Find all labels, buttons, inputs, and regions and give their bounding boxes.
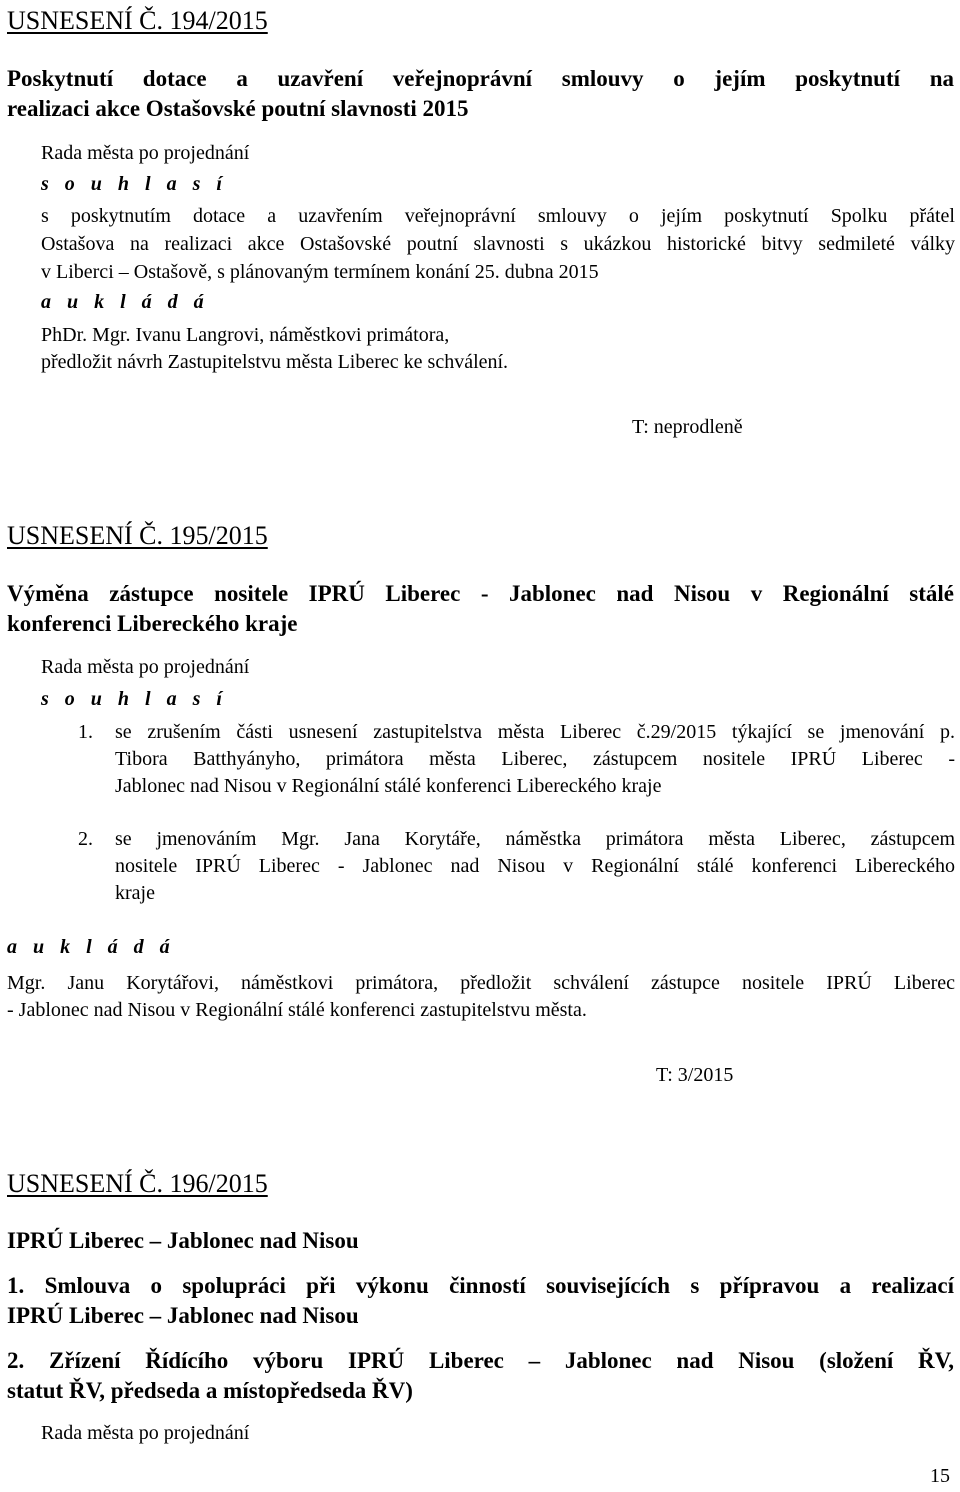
resolution-194-body-line1: s poskytnutím dotace a uzavřením veřejnoprávní smlouvy o jejím poskytnutí Spolku přátel [41, 205, 955, 227]
resolution-195-item1-number: 1. [78, 721, 93, 743]
resolution-196-point2-line1: 2. Zřízení Řídícího výboru IPRÚ Liberec – Jablonec nad Nisou (složení ŘV, [7, 1348, 954, 1373]
resolution-194-body-line3: v Liberci – Ostašově, s plánovaným termínem konání 25. dubna 2015 [41, 261, 599, 283]
resolution-194-deadline: T: neprodleně [632, 416, 743, 438]
resolution-195-heading: USNESENÍ Č. 195/2015 [7, 521, 268, 550]
resolution-195-item2-number: 2. [78, 828, 93, 850]
resolution-194-council-text: Rada města po projednání [41, 142, 250, 164]
resolution-195-item2-line1: se jmenováním Mgr. Jana Korytáře, náměstka primátora města Liberec, zástupcem [115, 828, 955, 850]
resolution-196-point1-line1: 1. Smlouva o spolupráci při výkonu činností souvisejících s přípravou a realizací [7, 1273, 954, 1298]
resolution-195-deadline: T: 3/2015 [656, 1064, 734, 1086]
resolution-195-agrees-label: s o u h l a s í [41, 688, 228, 710]
resolution-195-item1-line1: se zrušením části usnesení zastupitelstva města Liberec č.29/2015 týkající se jmenování p. [115, 721, 955, 743]
resolution-194-assigns-label: a u k l á d á [41, 291, 210, 313]
resolution-194-assignee-line2: předložit návrh Zastupitelstvu města Liberec ke schválení. [41, 351, 509, 373]
resolution-194-assignee-line1: PhDr. Mgr. Ivanu Langrovi, náměstkovi primátora, [41, 324, 450, 346]
resolution-195-item2-line3: kraje [115, 882, 155, 904]
page-number: 15 [930, 1465, 950, 1487]
resolution-195-assigns-label: a u k l á d á [7, 936, 176, 958]
resolution-194-title-line1: Poskytnutí dotace a uzavření veřejnoprávní smlouvy o jejím poskytnutí na [7, 66, 954, 91]
resolution-194-body-line2: Ostašova na realizaci akce Ostašovské poutní slavnosti s ukázkou historické bitvy sedmileté války [41, 233, 955, 255]
resolution-196-point1-line2: IPRÚ Liberec – Jablonec nad Nisou [7, 1303, 359, 1328]
resolution-196-point2-line2: statut ŘV, předseda a místopředseda ŘV) [7, 1378, 413, 1403]
resolution-196-council-text: Rada města po projednání [41, 1422, 250, 1444]
resolution-195-assignee-line1: Mgr. Janu Korytářovi, náměstkovi primátora, předložit schválení zástupce nositele IPRÚ Liberec [7, 972, 955, 994]
resolution-194-title-line2: realizaci akce Ostašovské poutní slavnosti 2015 [7, 96, 469, 121]
resolution-195-title-line2: konferenci Libereckého kraje [7, 611, 298, 636]
resolution-195-item1-line2: Tibora Batthyányho, primátora města Liberec, zástupcem nositele IPRÚ Liberec - [115, 748, 955, 770]
resolution-194-agrees-label: s o u h l a s í [41, 173, 228, 195]
resolution-195-item2-line2: nositele IPRÚ Liberec - Jablonec nad Nisou v Regionální stálé konferenci Libereckého [115, 855, 955, 877]
resolution-196-heading: USNESENÍ Č. 196/2015 [7, 1169, 268, 1198]
resolution-194-heading: USNESENÍ Č. 194/2015 [7, 6, 268, 35]
resolution-195-assignee-line2: - Jablonec nad Nisou v Regionální stálé konferenci zastupitelstvu města. [7, 999, 587, 1021]
resolution-195-title-line1: Výměna zástupce nositele IPRÚ Liberec - Jablonec nad Nisou v Regionální stálé [7, 581, 954, 606]
resolution-195-item1-line3: Jablonec nad Nisou v Regionální stálé konferenci Libereckého kraje [115, 775, 662, 797]
resolution-196-title: IPRÚ Liberec – Jablonec nad Nisou [7, 1228, 359, 1253]
resolution-195-council-text: Rada města po projednání [41, 656, 250, 678]
